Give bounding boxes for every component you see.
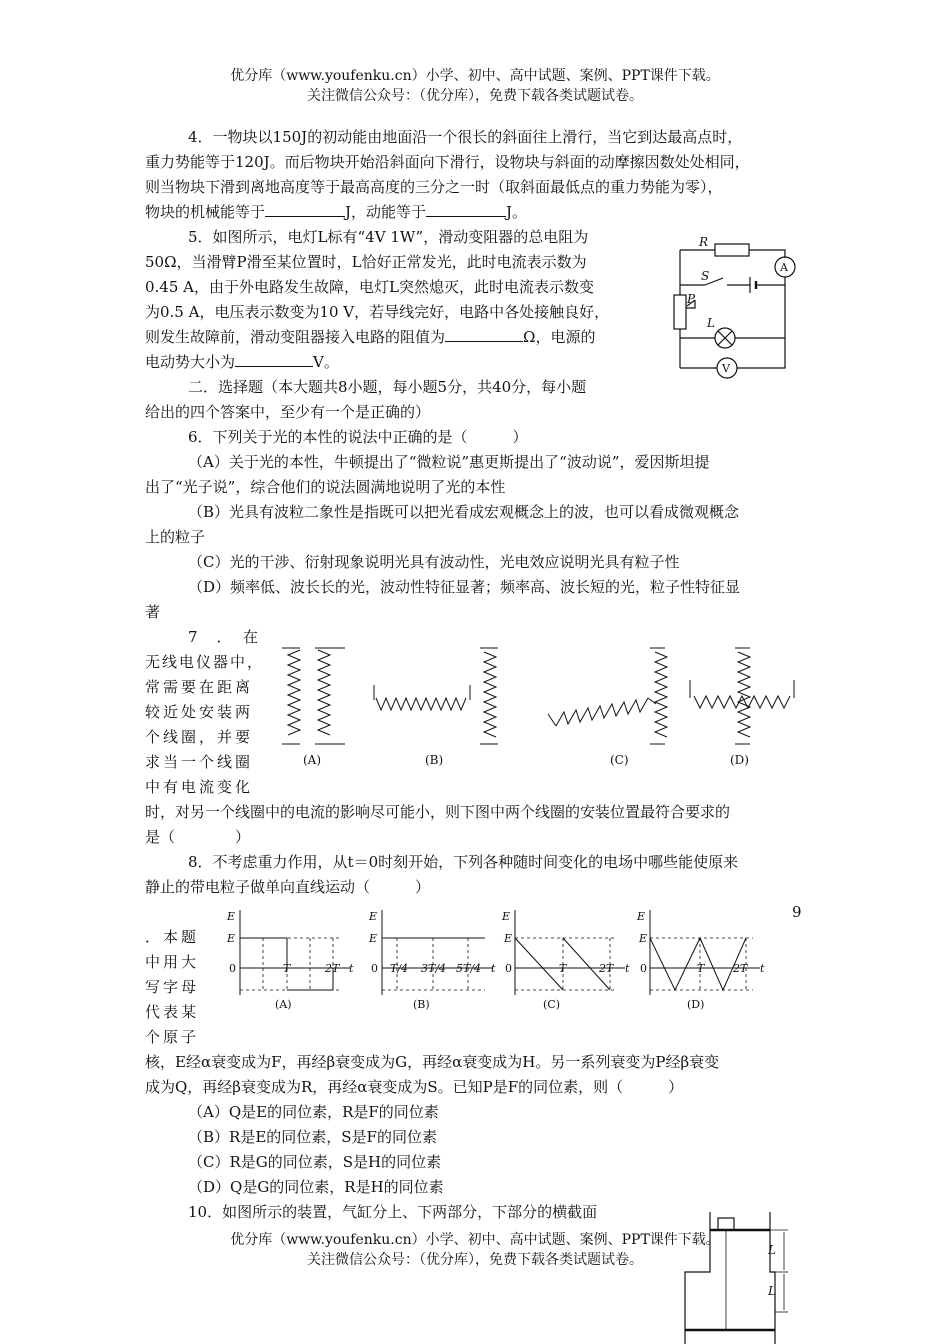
q8-line-1: 8．不考虑重力作用，从t＝0时刻开始，下列各种随时间变化的电场中哪些能使原来: [188, 853, 739, 871]
graph-a-origin: 0: [229, 962, 236, 975]
graph-c-tick-t: T: [559, 962, 567, 975]
section2-line-2: 给出的四个答案中，至少有一个是正确的）: [145, 403, 431, 421]
coil-label-a: (A): [303, 753, 322, 767]
q7-col-3: 常需要在距离: [145, 678, 254, 696]
graph-b-e-value: E: [369, 932, 378, 945]
section2-line-1: 二．选择题（本大题共8小题，每小题5分，共40分，每小题: [188, 378, 587, 396]
graph-d-origin: 0: [640, 962, 647, 975]
coil-c1: [548, 698, 656, 726]
q7-col-7: 中有电流变化: [145, 778, 254, 796]
q7-col-2: 无线电仪器中，: [145, 653, 265, 671]
graph-a-axis-t: t: [349, 962, 354, 975]
dim-l-lower: L: [768, 1284, 776, 1298]
graph-d-e-value: E: [639, 932, 648, 945]
graph-c-origin: 0: [505, 962, 512, 975]
graph-d-label: (D): [687, 998, 705, 1011]
q9-col-5: 个原子: [145, 1028, 200, 1046]
q9-col-3: 写字母: [145, 978, 200, 996]
q8-line-2: 静止的带电粒子做单向直线运动（ ）: [145, 878, 431, 896]
coil-c2: [650, 648, 667, 744]
graph-a-tick-t: T: [283, 962, 291, 975]
graph-b-origin: 0: [371, 962, 378, 975]
q9-col-1: ．本题: [145, 928, 200, 946]
coil-a1: [282, 648, 300, 744]
coil-label-d: (D): [730, 753, 749, 767]
header-line-2: 关注微信公众号：（优分库），免费下载各类试题试卷。: [307, 88, 643, 104]
q9-option-c: （C）R是G的同位素，S是H的同位素: [188, 1153, 442, 1171]
label-r: R: [699, 235, 709, 249]
graph-a-axis-e: E: [227, 910, 236, 923]
q5-line-2: 50Ω，当滑臂P滑至某位置时，L恰好正常发光，此时电流表示数为: [145, 253, 587, 271]
q9-line-7: 成为Q，再经β衰变成为R，再经α衰变成为S。已知P是F的同位素，则（ ）: [145, 1078, 684, 1096]
q6-option-c: （C）光的干涉、衍射现象说明光具有波动性，光电效应说明光具有粒子性: [188, 553, 680, 571]
q6-option-d: （D）频率低、波长长的光，波动性特征显著；频率高、波长短的光，粒子性特征显: [188, 578, 741, 596]
q5-text-d: V。: [313, 353, 339, 371]
graph-a-tick-2t: 2T: [325, 962, 340, 975]
q5-line-3: 0.45 A，由于外电路发生故障，电灯L突然熄灭，此时电流表示数变: [145, 278, 594, 296]
graph-d: [636, 910, 765, 1011]
label-a: A: [780, 261, 788, 274]
resistor-r: [715, 244, 749, 256]
graph-d-tick-2t: 2T: [733, 962, 748, 975]
graph-d-tick-t: T: [697, 962, 705, 975]
header-line-1: 优分库（www.youfenku.cn）小学、初中、高中试题、案例、PPT课件下载。: [230, 68, 720, 84]
q7-col-5: 个线圈，并要: [145, 728, 254, 746]
q9-option-b: （B）R是E的同位素，S是F的同位素: [188, 1128, 437, 1146]
graph-b-label: (B): [413, 998, 430, 1011]
q4-line-4: [145, 200, 527, 225]
q6-option-d-cont: 著: [145, 603, 161, 621]
q9-line-6: 核，E经α衰变成为F，再经β衰变成为G，再经α衰变成为H。另一系列衰变为P经β衰变: [145, 1053, 720, 1071]
q4-line-3: 则当物块下滑到离地高度等于最高高度的三分之一时（取斜面最低点的重力势能为零），: [145, 178, 723, 196]
graph-c-label: (C): [543, 998, 560, 1011]
graph-b-tick-3: 5T/4: [456, 962, 482, 975]
q6-option-b: （B）光具有波粒二象性是指既可以把光看成宏观概念上的波，也可以看成微观概念: [188, 503, 740, 521]
coil-label-c: (C): [610, 753, 629, 767]
coil-b1: [374, 685, 470, 710]
q4-line-2: 重力势能等于120J。而后物块开始沿斜面向下滑行，设物块与斜面的动摩擦因数处处相同，: [145, 153, 750, 171]
rheostat-p: [674, 295, 686, 329]
q7-col-4: 较近处安装两: [145, 703, 254, 721]
q5-line-5: [145, 325, 595, 350]
q6-option-b-cont: 上的粒子: [145, 528, 206, 546]
label-v: V: [722, 362, 730, 375]
label-p: P: [687, 292, 696, 306]
graph-a-label: (A): [275, 998, 292, 1011]
graph-b-tick-2: 3T/4: [421, 962, 447, 975]
answer-blank[interactable]: [265, 200, 345, 217]
q4-text-c: J。: [506, 203, 528, 221]
q7-line-9: 是（ ）: [145, 828, 251, 846]
q4-line-1: 4．一物块以150J的初动能由地面沿一个很长的斜面往上滑行，当它到达最高点时，: [188, 128, 743, 146]
q6-option-a-cont: 出了“光子说”，综合他们的说法圆满地说明了光的本性: [145, 478, 506, 496]
q5-text-c: 电动势大小为: [145, 353, 236, 371]
q7-col-1: 7 ． 在: [188, 628, 261, 646]
dim-l-upper: L: [768, 1243, 776, 1257]
q6-stem: 6．下列关于光的本性的说法中正确的是（ ）: [188, 428, 528, 446]
answer-blank[interactable]: [235, 350, 313, 367]
q7-col-6: 求当一个线圈: [145, 753, 254, 771]
circuit-diagram: [665, 230, 815, 380]
q5-line-6: [145, 350, 339, 375]
label-s: S: [701, 269, 710, 283]
answer-blank[interactable]: [445, 325, 523, 342]
coil-a2: [315, 648, 345, 744]
graph-d-axis-t: t: [760, 962, 765, 975]
q5-line-4: 为0.5 A，电压表示数变为10 V，若导线完好，电路中各处接触良好，: [145, 303, 610, 321]
q9-col-4: 代表某: [145, 1003, 200, 1021]
graph-c-axis-e: E: [502, 910, 511, 923]
q9-col-2: 中用大: [145, 953, 200, 971]
graph-b-tick-1: T/4: [390, 962, 409, 975]
coils-diagram: [270, 640, 810, 775]
q4-text-b: J，动能等于: [345, 203, 427, 221]
q5-text-b: Ω，电源的: [523, 328, 596, 346]
graph-c-axis-t: t: [625, 962, 630, 975]
q9-number: 9: [792, 903, 802, 921]
coil-b2: [480, 648, 498, 744]
label-l: L: [707, 316, 715, 330]
graph-b-axis-t: t: [491, 962, 496, 975]
graph-c-e-value: E: [504, 932, 513, 945]
graph-a-e-value: E: [227, 932, 236, 945]
coil-label-b: (B): [425, 753, 444, 767]
q5-text-a: 则发生故障前，滑动变阻器接入电路的阻值为: [145, 328, 446, 346]
q4-text-a: 物块的机械能等于: [145, 203, 266, 221]
footer-line-1: 优分库（www.youfenku.cn）小学、初中、高中试题、案例、PPT课件下载。: [230, 1232, 720, 1248]
q9-option-d: （D）Q是G的同位素，R是H的同位素: [188, 1178, 444, 1196]
q5-line-1: 5．如图所示，电灯L标有“4V 1W”，滑动变阻器的总电阻为: [188, 228, 589, 246]
graph-d-axis-e: E: [637, 910, 646, 923]
graph-b-axis-e: E: [369, 910, 378, 923]
graph-c: [501, 910, 630, 1011]
graph-b: [368, 910, 496, 1011]
q10-line-1: 10．如图所示的装置，气缸分上、下两部分，下部分的横截面: [188, 1203, 598, 1221]
q6-option-a: （A）关于光的本性，牛顿提出了“微粒说”惠更斯提出了“波动说”，爱因斯坦提: [188, 453, 710, 471]
field-graphs: [225, 910, 785, 1020]
graph-a: [226, 910, 354, 1011]
footer-line-2: 关注微信公众号：（优分库），免费下载各类试题试卷。: [307, 1252, 643, 1268]
answer-blank[interactable]: [426, 200, 506, 217]
q9-option-a: （A）Q是E的同位素，R是F的同位素: [188, 1103, 439, 1121]
q7-line-8: 时，对另一个线圈中的电流的影响尽可能小，则下图中两个线圈的安装位置最符合要求的: [145, 803, 731, 821]
graph-c-tick-2t: 2T: [599, 962, 614, 975]
